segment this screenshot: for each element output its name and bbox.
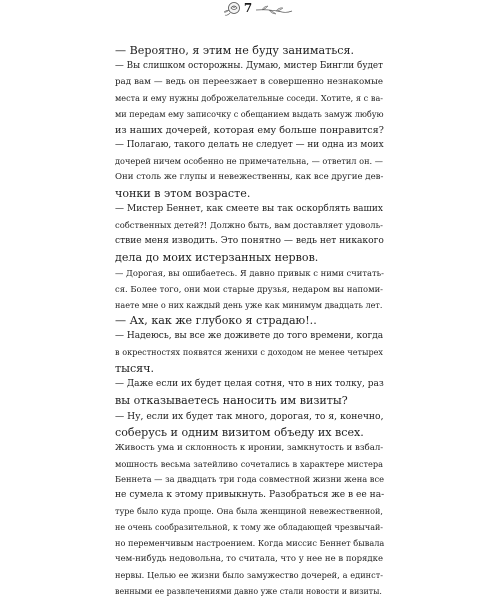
text-line: из наших дочерей, которая ему больше понравится? bbox=[115, 124, 384, 136]
page-header bbox=[0, 0, 500, 30]
text-line: места и ему нужны доброжелательные соседи. Хотите, я с ва- bbox=[115, 92, 383, 103]
text-line: — Дорогая, вы ошибаетесь. Я давно привык с ними считать- bbox=[115, 267, 385, 278]
text-line: соберусь и одним визитом объеду их всех. bbox=[115, 425, 364, 439]
text-line: ся. Более того, они мои старые друзья, недаром вы напоми- bbox=[115, 283, 383, 294]
text-line: чем-нибудь недовольна, то считала, что у нее не в порядке bbox=[115, 554, 383, 564]
text-line: венными ее развлечениями давно уже стали новости и визиты. bbox=[115, 586, 382, 596]
text-line: дочерей ничем особенно не примечательна, — ответил он. — bbox=[115, 156, 383, 167]
text-line: нервы. Целью ее жизни было замужество дочерей, а единст- bbox=[115, 569, 383, 580]
text-line: не сумела к этому привыкнуть. Разобраться же в ее на- bbox=[115, 490, 385, 501]
text-line: — Ах, как же глубоко я страдаю!.. bbox=[115, 314, 317, 328]
text-line: не очень сообразительной, к тому же обладающей чрезвычай- bbox=[115, 523, 383, 533]
text-line: в окрестностях появятся женихи с доходом не менее четырех bbox=[115, 347, 383, 358]
text-line: но переменчивым настроением. Когда миссис Беннет бывала bbox=[115, 538, 385, 549]
text-line: мошность весьма затейливо сочетались в характере мистера bbox=[115, 458, 383, 469]
text-line: туре было куда проще. Она была женщиной невежественной, bbox=[115, 506, 383, 517]
text-line: — Вы слишком осторожны. Думаю, мистер Бингли будет bbox=[115, 60, 383, 71]
text-line: — Надеюсь, вы все же доживете до того времени, когда bbox=[115, 331, 384, 342]
text-line: — Даже если их будет целая сотня, что в них толку, раз bbox=[115, 379, 384, 390]
text-line: — Ну, если их будет так много, дорогая, то я, конечно, bbox=[115, 410, 384, 422]
text-line: вы отказываетесь наносить им визиты? bbox=[115, 393, 348, 407]
text-line: — Вероятно, я этим не буду заниматься. bbox=[115, 44, 354, 57]
branch-ornament-icon bbox=[254, 0, 294, 20]
text-line: Они столь же глупы и невежественны, как все другие дев- bbox=[115, 172, 384, 183]
text-line: — Полагаю, такого делать не следует — ни одна из моих bbox=[115, 140, 384, 151]
text-line: рад вам — ведь он переезжает в совершенно незнакомые bbox=[115, 76, 383, 87]
text-line: Живость ума и склонность к иронии, замкнутость и взбал- bbox=[115, 442, 384, 453]
text-line: собственных детей?! Должно быть, вам доставляет удоволь- bbox=[115, 219, 383, 230]
body-text bbox=[115, 43, 383, 600]
text-line: дела до моих истерзанных нервов. bbox=[115, 250, 319, 264]
text-line: — Мистер Беннет, как смеете вы так оскорблять ваших bbox=[115, 204, 383, 215]
text-line: наете мне о них каждый день уже как минимум двадцать лет. bbox=[115, 299, 383, 310]
text-line: чонки в этом возрасте. bbox=[115, 187, 251, 201]
text-line: ми передам ему записочку с обещанием выдать замуж любую bbox=[115, 108, 384, 119]
page-number: 7 bbox=[243, 1, 253, 15]
text-line: тысяч. bbox=[115, 362, 155, 376]
text-line: Беннета — за двадцать три года совместной жизни жена все bbox=[115, 474, 385, 485]
text-line: ствие меня изводить. Это понятно — ведь нет никакого bbox=[115, 235, 384, 246]
